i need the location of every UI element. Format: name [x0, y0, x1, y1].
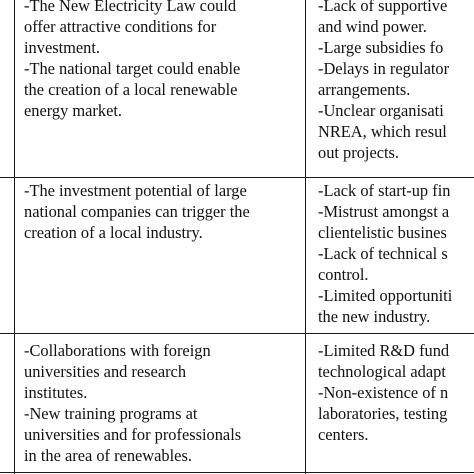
cell-line: -Collaborations with foreign — [24, 341, 211, 360]
threats-cell-3 — [318, 340, 474, 445]
cell-line: -New training programs at — [24, 404, 198, 423]
cell-line: clientelistic busines — [318, 223, 447, 242]
cell-line: technological adapt — [318, 362, 446, 381]
cell-line: NREA, which resul — [318, 122, 447, 141]
cell-line: -Large subsidies fo — [318, 38, 444, 57]
cell-line: out projects. — [318, 143, 400, 162]
cell-line: institutes. — [24, 383, 88, 402]
cell-line: -The New Electricity Law could — [24, 0, 237, 15]
threats-cell-1 — [318, 0, 474, 163]
cell-line: laboratories, testing — [318, 404, 448, 423]
cell-line: investment. — [24, 38, 101, 57]
opportunities-cell-3 — [24, 340, 302, 466]
cell-line: -Limited R&D fund — [318, 341, 450, 360]
cell-line: offer attractive conditions for — [24, 17, 217, 36]
table-border-left — [14, 0, 15, 474]
table-border-bottom — [0, 472, 474, 473]
row-divider-1 — [0, 177, 474, 178]
cell-line: and wind power. — [318, 17, 427, 36]
cell-line: -Lack of technical s — [318, 244, 448, 263]
cell-line: universities and for professionals — [24, 425, 242, 444]
cell-line: centers. — [318, 425, 369, 444]
cell-line: -The investment potential of large — [24, 181, 247, 200]
cell-line: -Lack of start-up fin — [318, 181, 451, 200]
cell-line: control. — [318, 265, 369, 284]
opportunities-cell-1 — [24, 0, 302, 121]
cell-line: -The national target could enable — [24, 59, 241, 78]
row-divider-2 — [0, 333, 474, 334]
cell-line: -Unclear organisati — [318, 101, 444, 120]
cell-line: -Non-existence of n — [318, 383, 449, 402]
cell-line: -Delays in regulator — [318, 59, 450, 78]
cell-line: -Limited opportuniti — [318, 286, 453, 305]
cell-line: -Mistrust amongst a — [318, 202, 450, 221]
cell-line: the new industry. — [318, 307, 431, 326]
opportunities-cell-2 — [24, 180, 302, 243]
cell-line: creation of a local industry. — [24, 223, 203, 242]
cell-line: national companies can trigger the — [24, 202, 250, 221]
cell-line: -Lack of supportive — [318, 0, 448, 15]
cell-line: energy market. — [24, 101, 122, 120]
cell-line: the creation of a local renewable — [24, 80, 238, 99]
threats-cell-2 — [318, 180, 474, 327]
cell-line: universities and research — [24, 362, 187, 381]
table-column-divider — [305, 0, 306, 474]
cell-line: in the area of renewables. — [24, 446, 192, 465]
cell-line: arrangements. — [318, 80, 411, 99]
